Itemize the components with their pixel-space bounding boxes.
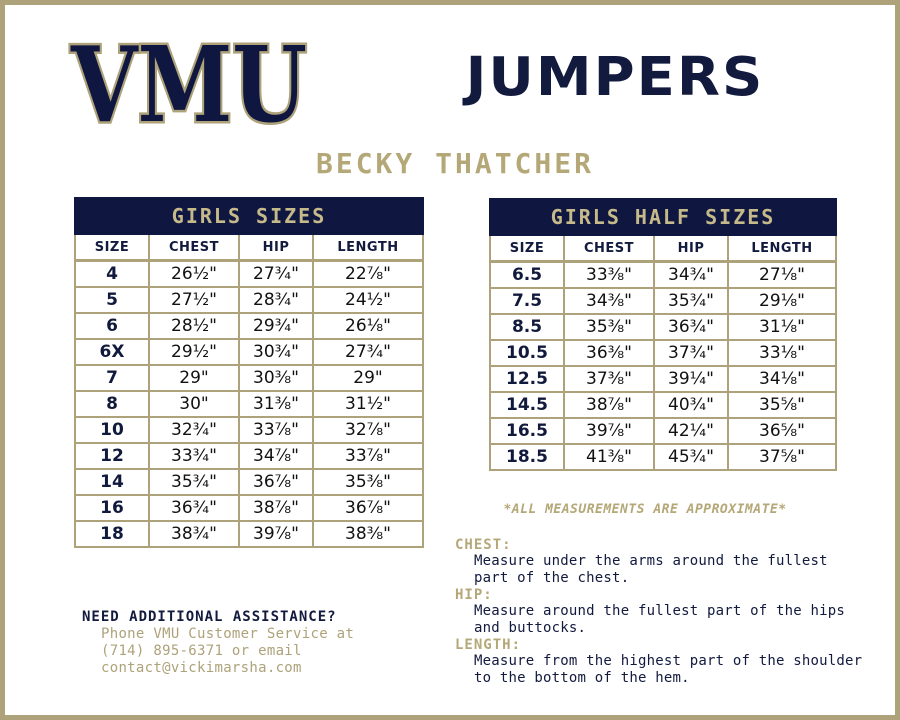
table-row [490,314,836,340]
hip-cell: 34¾" [654,262,728,289]
hip-cell: 31⅜" [239,391,313,417]
length-cell: 35⅜" [313,469,423,495]
page-subtitle: BECKY THATCHER [315,147,594,180]
length-cell: 31½" [313,391,423,417]
assistance-phone: (714) 895-6371 or email [101,643,302,659]
chest-cell: 35¾" [149,469,239,495]
table-row [490,418,836,444]
table-row [75,443,423,469]
chest-cell: 38⅞" [564,392,654,418]
length-cell: 24½" [313,287,423,313]
column-header-chest: CHEST [149,234,239,261]
size-cell: 6.5 [490,262,564,289]
column-header-length: LENGTH [728,235,836,262]
size-cell: 14 [75,469,149,495]
table-row [75,261,423,288]
approximate-note: *ALL MEASUREMENTS ARE APPROXIMATE* [503,502,787,517]
length-cell: 38⅜" [313,521,423,547]
hip-cell: 30¾" [239,339,313,365]
hip-instruction-line: Measure around the fullest part of the hips [474,603,846,619]
table-row [75,469,423,495]
column-header-hip: HIP [239,234,313,261]
length-cell: 22⅞" [313,261,423,288]
length-cell: 29⅛" [728,288,836,314]
hip-cell: 42¼" [654,418,728,444]
hip-cell: 29¾" [239,313,313,339]
hip-cell: 37¾" [654,340,728,366]
size-cell: 14.5 [490,392,564,418]
length-cell: 37⅝" [728,444,836,470]
length-cell: 34⅛" [728,366,836,392]
table-row [490,444,836,470]
table-row [75,287,423,313]
page-title: JUMPERS [465,46,765,109]
hip-cell: 45¾" [654,444,728,470]
assistance-block [82,608,422,677]
chest-cell: 33⅜" [564,262,654,289]
chest-cell: 27½" [149,287,239,313]
size-cell: 4 [75,261,149,288]
chest-cell: 35⅜" [564,314,654,340]
chest-cell: 32¾" [149,417,239,443]
size-cell: 16.5 [490,418,564,444]
chest-instruction-line: Measure under the arms around the fullest [474,553,828,569]
column-header-length: LENGTH [313,234,423,261]
size-cell: 18 [75,521,149,547]
chest-cell: 38¾" [149,521,239,547]
table-row [75,313,423,339]
girls-half-sizes-table [489,198,837,471]
size-cell: 12.5 [490,366,564,392]
chest-cell: 28½" [149,313,239,339]
length-heading: LENGTH: [455,637,522,653]
table-row [75,339,423,365]
assistance-line: Phone VMU Customer Service at [101,626,355,642]
hip-cell: 38⅞" [239,495,313,521]
hip-cell: 36¾" [654,314,728,340]
length-cell: 27⅛" [728,262,836,289]
table-row [490,392,836,418]
girls-sizes-body [75,261,423,548]
length-instruction-line: to the bottom of the hem. [474,670,690,686]
hip-cell: 28¾" [239,287,313,313]
size-cell: 7.5 [490,288,564,314]
column-header-chest: CHEST [564,235,654,262]
size-cell: 6 [75,313,149,339]
size-cell: 8 [75,391,149,417]
length-cell: 26⅛" [313,313,423,339]
hip-cell: 27¾" [239,261,313,288]
girls-half-sizes-banner: GIRLS HALF SIZES [490,199,836,235]
length-cell: 35⅝" [728,392,836,418]
hip-heading: HIP: [455,587,493,603]
table-row [490,288,836,314]
logo-text: VMU [70,23,308,146]
length-cell: 27¾" [313,339,423,365]
size-cell: 16 [75,495,149,521]
table-row [75,417,423,443]
chest-cell: 30" [149,391,239,417]
chest-cell: 34⅜" [564,288,654,314]
table-row [75,365,423,391]
table-row [490,262,836,289]
length-instruction-line: Measure from the highest part of the shoulder [474,653,863,669]
length-cell: 33⅛" [728,340,836,366]
length-cell: 32⅞" [313,417,423,443]
hip-cell: 39¼" [654,366,728,392]
length-cell: 36⅞" [313,495,423,521]
column-header-hip: HIP [654,235,728,262]
hip-cell: 40¾" [654,392,728,418]
chest-cell: 36⅜" [564,340,654,366]
chest-cell: 29" [149,365,239,391]
chest-cell: 36¾" [149,495,239,521]
girls-sizes-banner: GIRLS SIZES [75,198,423,234]
size-cell: 8.5 [490,314,564,340]
hip-cell: 35¾" [654,288,728,314]
hip-cell: 33⅞" [239,417,313,443]
chest-cell: 26½" [149,261,239,288]
size-cell: 6X [75,339,149,365]
length-cell: 36⅝" [728,418,836,444]
hip-cell: 36⅞" [239,469,313,495]
hip-cell: 30⅜" [239,365,313,391]
chest-cell: 39⅞" [564,418,654,444]
size-cell: 10.5 [490,340,564,366]
size-cell: 5 [75,287,149,313]
girls-sizes-table [74,197,424,548]
hip-cell: 39⅞" [239,521,313,547]
chest-heading: CHEST: [455,537,512,553]
size-cell: 18.5 [490,444,564,470]
girls-half-sizes-body [490,262,836,471]
chest-instruction-line: part of the chest. [474,570,630,586]
chest-cell: 33¾" [149,443,239,469]
assistance-heading: NEED ADDITIONAL ASSISTANCE? [82,609,337,625]
table-row [490,340,836,366]
chest-cell: 41⅜" [564,444,654,470]
table-row [75,495,423,521]
hip-cell: 34⅞" [239,443,313,469]
table-row [490,366,836,392]
size-cell: 7 [75,365,149,391]
hip-instruction-line: and buttocks. [474,620,587,636]
length-cell: 29" [313,365,423,391]
measurement-guide [455,537,895,687]
length-cell: 31⅛" [728,314,836,340]
size-cell: 10 [75,417,149,443]
length-cell: 33⅞" [313,443,423,469]
assistance-email[interactable]: contact@vickimarsha.com [101,660,302,676]
chest-cell: 37⅜" [564,366,654,392]
size-cell: 12 [75,443,149,469]
vmu-logo [67,23,311,146]
column-header-size: SIZE [490,235,564,262]
column-header-size: SIZE [75,234,149,261]
table-row [75,521,423,547]
chest-cell: 29½" [149,339,239,365]
table-row [75,391,423,417]
